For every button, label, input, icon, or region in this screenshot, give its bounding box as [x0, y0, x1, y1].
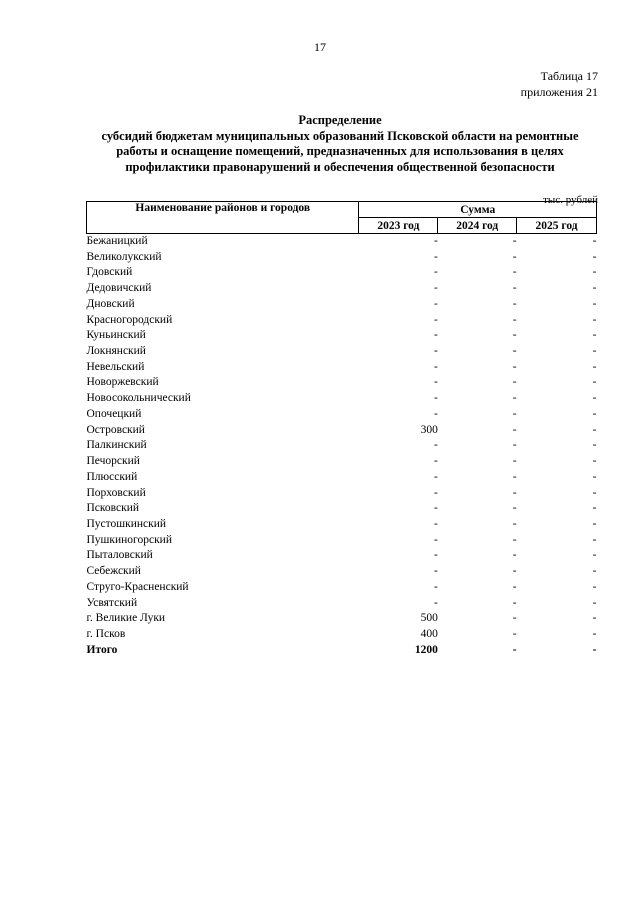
table-row: [87, 501, 597, 517]
title-line-2: субсидий бюджетам муниципальных образований Псковской области на ремонтные: [101, 128, 579, 143]
table-row: [87, 548, 597, 564]
value-2024: -: [512, 360, 517, 373]
table-row: [87, 596, 597, 612]
table-row: [87, 611, 597, 627]
row-name: Пустошкинский: [86, 517, 167, 530]
value-2024: -: [512, 439, 517, 452]
value-2025: -: [592, 470, 597, 483]
value-2023: -: [433, 266, 438, 279]
row-name: Опочецкий: [86, 407, 142, 420]
value-2025: -: [592, 580, 597, 593]
value-2024: -: [512, 313, 517, 326]
table-reference: [521, 68, 598, 100]
value-2025: -: [592, 282, 597, 295]
value-2024: -: [512, 392, 517, 405]
distribution-table: [86, 201, 597, 658]
value-2024: -: [512, 565, 517, 578]
table-row: [87, 438, 597, 454]
row-name: Куньинский: [86, 329, 146, 342]
row-name: Печорский: [86, 455, 140, 468]
value-2025: -: [592, 376, 597, 389]
value-2025: -: [592, 565, 597, 578]
value-2024: -: [512, 612, 517, 625]
table-row: [87, 564, 597, 580]
row-name: Псковский: [86, 502, 140, 515]
value-2025: -: [592, 313, 597, 326]
value-2024: -: [512, 455, 517, 468]
value-2023: -: [433, 502, 438, 515]
value-2025: -: [592, 486, 597, 499]
row-name: Дновский: [86, 297, 135, 310]
value-2023: -: [433, 376, 438, 389]
table-row: [87, 360, 597, 376]
table-row: [87, 265, 597, 281]
value-2024: -: [512, 549, 517, 562]
value-2025: -: [592, 266, 597, 279]
value-2025: -: [592, 297, 597, 310]
total-2023: 1200: [414, 643, 438, 656]
value-2025: -: [592, 455, 597, 468]
title-line-4: профилактики правонарушений и обеспечения общественной безопасности: [125, 159, 555, 174]
value-2024: -: [512, 596, 517, 609]
value-2023: -: [433, 235, 438, 247]
table-row: [87, 533, 597, 549]
value-2024: -: [512, 580, 517, 593]
total-2024: -: [512, 643, 517, 656]
row-name: Локнянский: [86, 345, 146, 358]
value-2023: -: [433, 517, 438, 530]
row-name: Палкинский: [86, 439, 147, 452]
row-name: Себежский: [86, 565, 141, 578]
value-2023: -: [433, 407, 438, 420]
table-row: [87, 486, 597, 502]
value-2024: -: [512, 407, 517, 420]
value-2024: -: [512, 235, 517, 247]
row-name: Гдовский: [86, 266, 133, 279]
value-2025: -: [592, 329, 597, 342]
total-row: [87, 643, 597, 659]
value-2023: -: [433, 360, 438, 373]
row-name: г. Псков: [86, 627, 126, 640]
value-2025: -: [592, 345, 597, 358]
value-2023: -: [433, 455, 438, 468]
value-2023: -: [433, 486, 438, 499]
value-2025: -: [592, 596, 597, 609]
value-2023: -: [433, 329, 438, 342]
value-2025: -: [592, 502, 597, 515]
title-line-3: работы и оснащение помещений, предназначенных для использования в целях: [116, 144, 564, 158]
header-year-2023: 2023 год: [359, 218, 438, 234]
row-name: Красногородский: [86, 313, 173, 326]
table-row: [87, 407, 597, 423]
row-name: Бежаницкий: [86, 235, 148, 247]
row-name: г. Великие Луки: [86, 612, 166, 625]
value-2023: -: [433, 549, 438, 562]
row-name: Струго-Красненский: [86, 580, 189, 593]
table-row: [87, 580, 597, 596]
value-2024: -: [512, 502, 517, 515]
value-2025: -: [592, 392, 597, 405]
value-2024: -: [512, 470, 517, 483]
value-2025: -: [592, 360, 597, 373]
value-2023: 500: [420, 612, 438, 625]
table-row: [87, 454, 597, 470]
table-row: [87, 250, 597, 266]
appendix-number: приложения 21: [520, 85, 598, 99]
table-row: [87, 313, 597, 329]
value-2023: -: [433, 439, 438, 452]
value-2025: -: [592, 517, 597, 530]
value-2025: -: [592, 549, 597, 562]
value-2023: -: [433, 282, 438, 295]
value-2024: -: [512, 297, 517, 310]
value-2023: 400: [420, 627, 438, 640]
table-row: [87, 517, 597, 533]
value-2025: -: [592, 612, 597, 625]
value-2023: -: [433, 313, 438, 326]
value-2023: -: [433, 470, 438, 483]
value-2024: -: [512, 266, 517, 279]
value-2023: -: [433, 565, 438, 578]
row-name: Усвятский: [86, 596, 138, 609]
value-2025: -: [592, 407, 597, 420]
value-2023: -: [433, 533, 438, 546]
value-2024: -: [512, 627, 517, 640]
units-label: тыс. рублей: [543, 194, 598, 206]
table-row: [87, 281, 597, 297]
value-2025: -: [592, 439, 597, 452]
table-row: [87, 297, 597, 313]
table-row: [87, 470, 597, 486]
total-label: Итого: [86, 643, 118, 656]
row-name: Пушкиногорский: [86, 533, 172, 546]
value-2025: -: [592, 235, 597, 247]
value-2024: -: [512, 345, 517, 358]
value-2025: -: [592, 627, 597, 640]
value-2025: -: [592, 423, 597, 436]
value-2023: -: [433, 392, 438, 405]
total-2025: -: [592, 643, 597, 656]
row-name: Новосокольнический: [86, 392, 191, 405]
table-row: [87, 375, 597, 391]
row-name: Пыталовский: [86, 549, 153, 562]
value-2023: -: [433, 345, 438, 358]
row-name: Островский: [86, 423, 145, 436]
header-year-2024: 2024 год: [438, 218, 517, 234]
value-2025: -: [592, 250, 597, 263]
value-2024: -: [512, 250, 517, 263]
value-2024: -: [512, 329, 517, 342]
value-2023: -: [433, 596, 438, 609]
value-2024: -: [512, 486, 517, 499]
row-name: Новоржевский: [86, 376, 159, 389]
row-name: Плюсский: [86, 470, 138, 483]
header-year-2025: 2025 год: [517, 218, 597, 234]
table-row: [87, 344, 597, 360]
value-2024: -: [512, 533, 517, 546]
table-row: [87, 234, 597, 250]
table-row: [87, 391, 597, 407]
value-2025: -: [592, 533, 597, 546]
header-sum: Сумма: [359, 202, 597, 218]
table-row: [87, 423, 597, 439]
row-name: Невельский: [86, 360, 145, 373]
table-number: Таблица 17: [540, 69, 598, 83]
document-title: [60, 113, 620, 175]
value-2024: -: [512, 517, 517, 530]
value-2024: -: [512, 282, 517, 295]
table-row: [87, 627, 597, 643]
value-2023: -: [433, 250, 438, 263]
page-number: 17: [314, 40, 326, 54]
table-row: [87, 328, 597, 344]
value-2023: -: [433, 297, 438, 310]
value-2023: -: [433, 580, 438, 593]
row-name: Порховский: [86, 486, 146, 499]
value-2024: -: [512, 376, 517, 389]
table-body: [87, 234, 597, 659]
header-name: Наименование районов и городов: [87, 202, 359, 234]
row-name: Дедовичский: [86, 282, 152, 295]
title-line-1: Распределение: [298, 113, 382, 127]
value-2023: 300: [420, 423, 438, 436]
value-2024: -: [512, 423, 517, 436]
row-name: Великолукский: [86, 250, 162, 263]
